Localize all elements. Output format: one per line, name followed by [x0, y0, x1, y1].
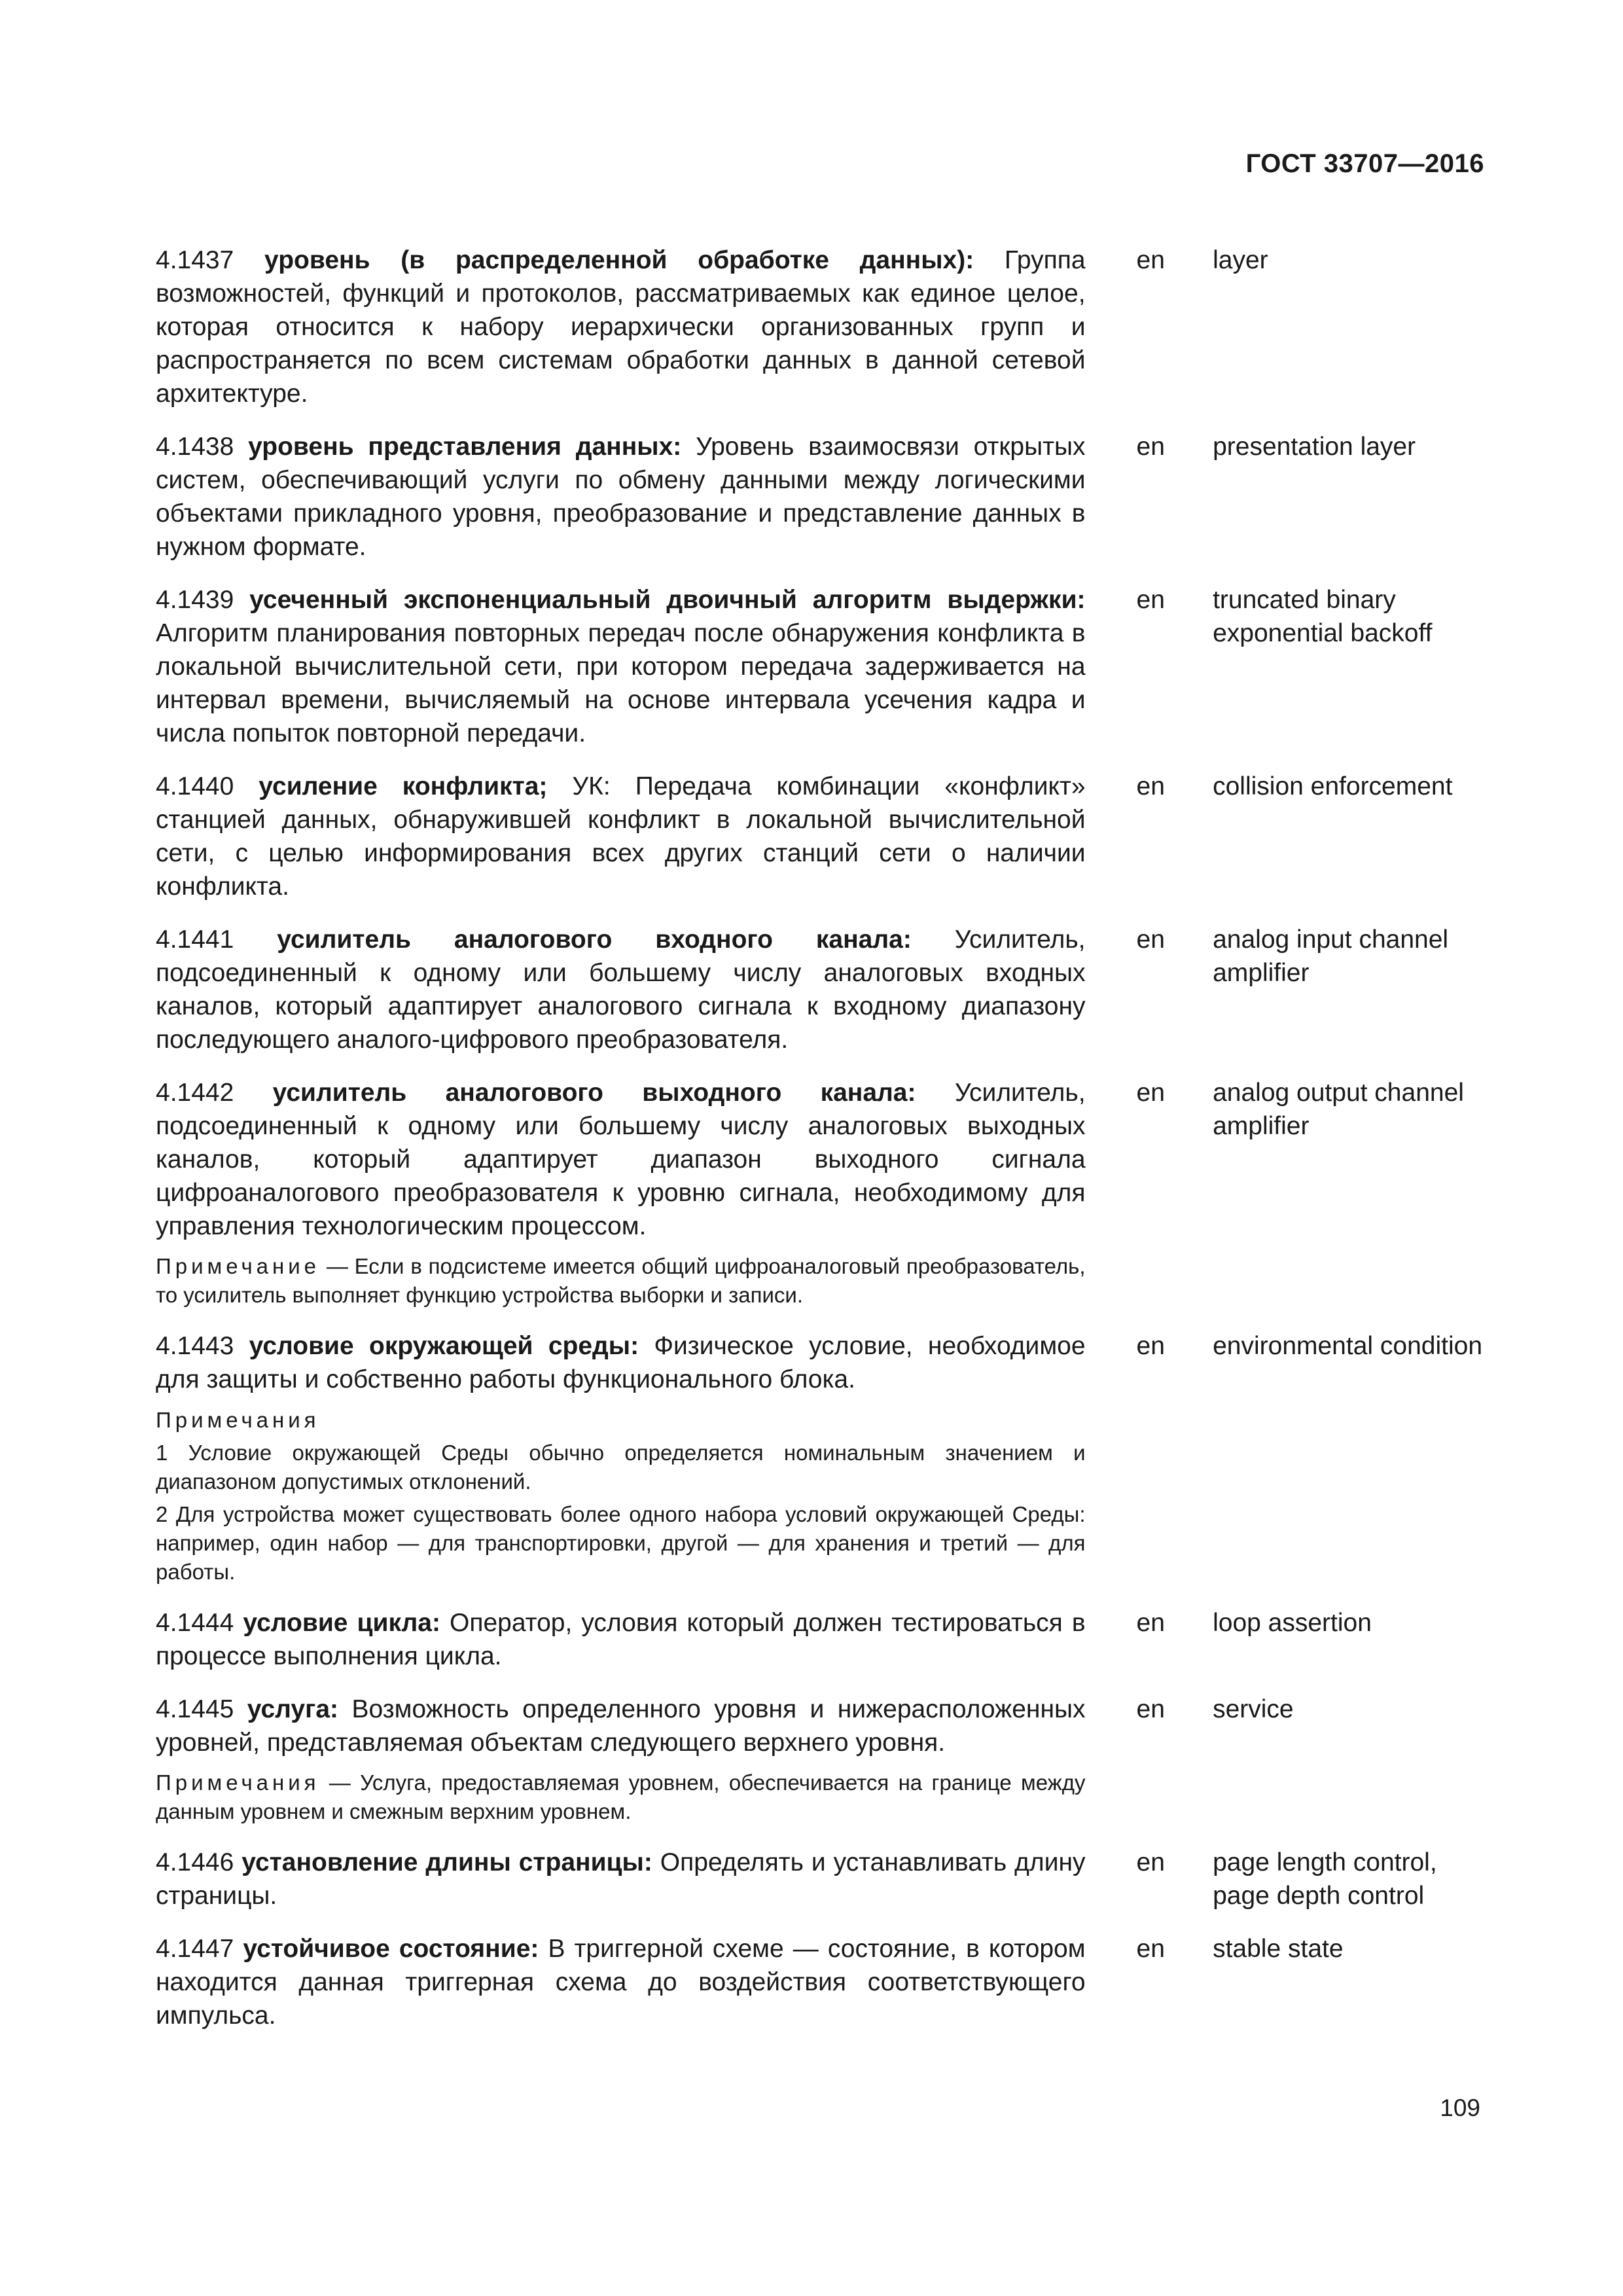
term-definition: УК: Передача комбинации «конфликт» станцией данных, обнаружившей конфликт в локальной вычислительной сети, с целью информирования всех других станций сети о наличии конфликта. — [156, 772, 1086, 901]
english-term-line: service — [1213, 1695, 1294, 1723]
english-term-line: amplifier — [1213, 1112, 1310, 1140]
term-entry — [156, 430, 1484, 564]
note-label: Примечания — [156, 1770, 320, 1795]
term-definition: Группа возможностей, функций и протоколов, рассматриваемых как единое целое, которая относится к набору иерархически организованных групп и распространяется по всем системам обработки данных в данной сетевой архитектуре. — [156, 246, 1086, 408]
term-name: условие окружающей среды: — [249, 1332, 639, 1360]
english-equivalent — [1213, 770, 1484, 803]
term-paragraph — [156, 1932, 1086, 2032]
term-definition: Оператор, условия который должен тестироваться в процессе выполнения цикла. — [156, 1609, 1086, 1670]
english-term-line: page depth control — [1213, 1882, 1425, 1910]
english-term-line: page length control, — [1213, 1848, 1437, 1876]
term-name: усиление конфликта; — [259, 772, 548, 800]
english-term-line: analog output channel — [1213, 1079, 1464, 1107]
term-definition: Усилитель, подсоединенный к одному или большему числу аналоговых выходных каналов, который адаптирует диапазон выходного сигнала цифроаналогового преобразователя к уровню сигнала, необходимому для управления технологическим процессом. — [156, 1079, 1086, 1240]
term-definition: Физическое условие, необходимое для защиты и собственно работы функционального блока. — [156, 1332, 1086, 1393]
term-entry — [156, 243, 1484, 410]
language-code: en — [1136, 586, 1165, 614]
term-name: услуга: — [247, 1695, 339, 1723]
language-code: en — [1136, 925, 1165, 954]
term-definition-column — [156, 1076, 1086, 1310]
term-entry — [156, 1606, 1484, 1673]
term-entry — [156, 923, 1484, 1056]
term-name: усилитель аналогового выходного канала: — [272, 1079, 916, 1107]
term-definition: В триггерной схеме — состояние, в котором находится данная триггерная схема до воздействия соответствующего импульса. — [156, 1935, 1086, 2030]
language-code: en — [1136, 1609, 1165, 1637]
term-paragraph — [156, 1076, 1086, 1243]
term-paragraph — [156, 923, 1086, 1056]
note-label: Примечание — [156, 1254, 321, 1278]
term-paragraph — [156, 1329, 1086, 1396]
term-entry — [156, 583, 1484, 750]
term-name: установление длины страницы: — [241, 1848, 652, 1876]
english-term-line: stable state — [1213, 1935, 1344, 1963]
term-number: 4.1445 — [156, 1695, 234, 1723]
english-term-line: environmental condition — [1213, 1332, 1483, 1360]
term-definition-column — [156, 1932, 1086, 2032]
term-definition-column — [156, 243, 1086, 410]
term-paragraph — [156, 1693, 1086, 1759]
term-definition-column — [156, 1606, 1086, 1673]
term-name: усилитель аналогового входного канала: — [277, 925, 912, 954]
english-equivalent — [1213, 583, 1484, 650]
term-definition-column — [156, 430, 1086, 564]
english-term-line: loop assertion — [1213, 1609, 1372, 1637]
page-number: 109 — [1440, 2094, 1480, 2121]
term-entry — [156, 1932, 1484, 2032]
term-name: условие цикла: — [243, 1609, 440, 1637]
term-number: 4.1447 — [156, 1935, 234, 1963]
term-definition-column — [156, 770, 1086, 903]
english-equivalent — [1213, 1932, 1484, 1965]
term-name: устойчивое состояние: — [243, 1935, 539, 1963]
term-entries-list — [156, 243, 1484, 2052]
note-item: 1 Условие окружающей Среды обычно определяется номинальным значением и диапазоном допустимых отклонений. — [156, 1441, 1086, 1494]
term-definition-column — [156, 1329, 1086, 1587]
language-code: en — [1136, 772, 1165, 800]
term-entry — [156, 1846, 1484, 1912]
notes-heading: Примечания — [156, 1408, 320, 1432]
term-paragraph — [156, 583, 1086, 750]
english-term-line: exponential backoff — [1213, 619, 1433, 647]
term-entry — [156, 770, 1484, 903]
term-definition: Алгоритм планирования повторных передач после обнаружения конфликта в локальной вычислительной сети, при котором передача задерживается на интервал времени, вычисляемый на основе интервала усечения кадра и числа попыток повторной передачи. — [156, 619, 1086, 747]
term-definition: Уровень взаимосвязи открытых систем, обеспечивающий услуги по обмену данными между логическими объектами прикладного уровня, преобразование и представление данных в нужном формате. — [156, 433, 1086, 561]
english-term-line: presentation layer — [1213, 433, 1416, 461]
note-text: — Если в подсистеме имеется общий цифроаналоговый преобразователь, то усилитель выполняет функцию устройства выборки и записи. — [156, 1254, 1086, 1307]
term-number: 4.1442 — [156, 1079, 234, 1107]
language-code: en — [1136, 1935, 1165, 1963]
english-equivalent — [1213, 1693, 1484, 1726]
note-text: — Услуга, предоставляемая уровнем, обеспечивается на границе между данным уровнем и смежным верхним уровнем. — [156, 1770, 1086, 1823]
english-equivalent — [1213, 923, 1484, 990]
term-entry — [156, 1693, 1484, 1826]
term-paragraph — [156, 770, 1086, 903]
language-code: en — [1136, 1332, 1165, 1360]
term-number: 4.1438 — [156, 433, 234, 461]
term-notes — [156, 1405, 1086, 1587]
term-definition-column — [156, 1846, 1086, 1912]
term-definition: Возможность определенного уровня и нижерасположенных уровней, представляемая объектам следующего верхнего уровня. — [156, 1695, 1086, 1757]
term-definition-column — [156, 923, 1086, 1056]
term-name: уровень представления данных: — [248, 433, 682, 461]
english-term-line: layer — [1213, 246, 1268, 274]
term-number: 4.1443 — [156, 1332, 234, 1360]
term-paragraph — [156, 430, 1086, 564]
term-paragraph — [156, 1606, 1086, 1673]
english-equivalent — [1213, 1076, 1484, 1143]
term-paragraph — [156, 243, 1086, 410]
term-definition: Усилитель, подсоединенный к одному или большему числу аналоговых входных каналов, который адаптирует аналогового сигнала к входному диапазону последующего аналого-цифрового преобразователя. — [156, 925, 1086, 1054]
document-code-header: ГОСТ 33707—2016 — [1245, 149, 1484, 178]
term-number: 4.1439 — [156, 586, 234, 614]
language-code: en — [1136, 433, 1165, 461]
english-equivalent — [1213, 430, 1484, 463]
term-number: 4.1441 — [156, 925, 234, 954]
language-code: en — [1136, 1079, 1165, 1107]
term-definition-column — [156, 583, 1086, 750]
term-definition-column — [156, 1693, 1086, 1826]
english-equivalent — [1213, 1606, 1484, 1640]
language-code: en — [1136, 246, 1165, 274]
language-code: en — [1136, 1848, 1165, 1876]
english-term-line: analog input channel — [1213, 925, 1449, 954]
term-name: усеченный экспоненциальный двоичный алгоритм выдержки: — [249, 586, 1086, 614]
english-equivalent — [1213, 1329, 1484, 1363]
term-paragraph — [156, 1846, 1086, 1912]
english-equivalent — [1213, 243, 1484, 277]
english-equivalent — [1213, 1846, 1484, 1912]
term-note — [156, 1252, 1086, 1310]
term-number: 4.1437 — [156, 246, 234, 274]
term-number: 4.1446 — [156, 1848, 234, 1876]
term-number: 4.1440 — [156, 772, 234, 800]
english-term-line: amplifier — [1213, 959, 1310, 987]
term-definition: Определять и устанавливать длину страницы. — [156, 1848, 1086, 1910]
term-entry — [156, 1076, 1484, 1310]
term-name: уровень (в распределенной обработке данных): — [264, 246, 974, 274]
term-number: 4.1444 — [156, 1609, 234, 1637]
term-note — [156, 1768, 1086, 1826]
note-item: 2 Для устройства может существовать более одного набора условий окружающей Среды: например, один набор — для транспортировки, другой — для хранения и третий — для работы. — [156, 1502, 1086, 1584]
english-term-line: collision enforcement — [1213, 772, 1453, 800]
term-entry — [156, 1329, 1484, 1587]
language-code: en — [1136, 1695, 1165, 1723]
english-term-line: truncated binary — [1213, 586, 1396, 614]
